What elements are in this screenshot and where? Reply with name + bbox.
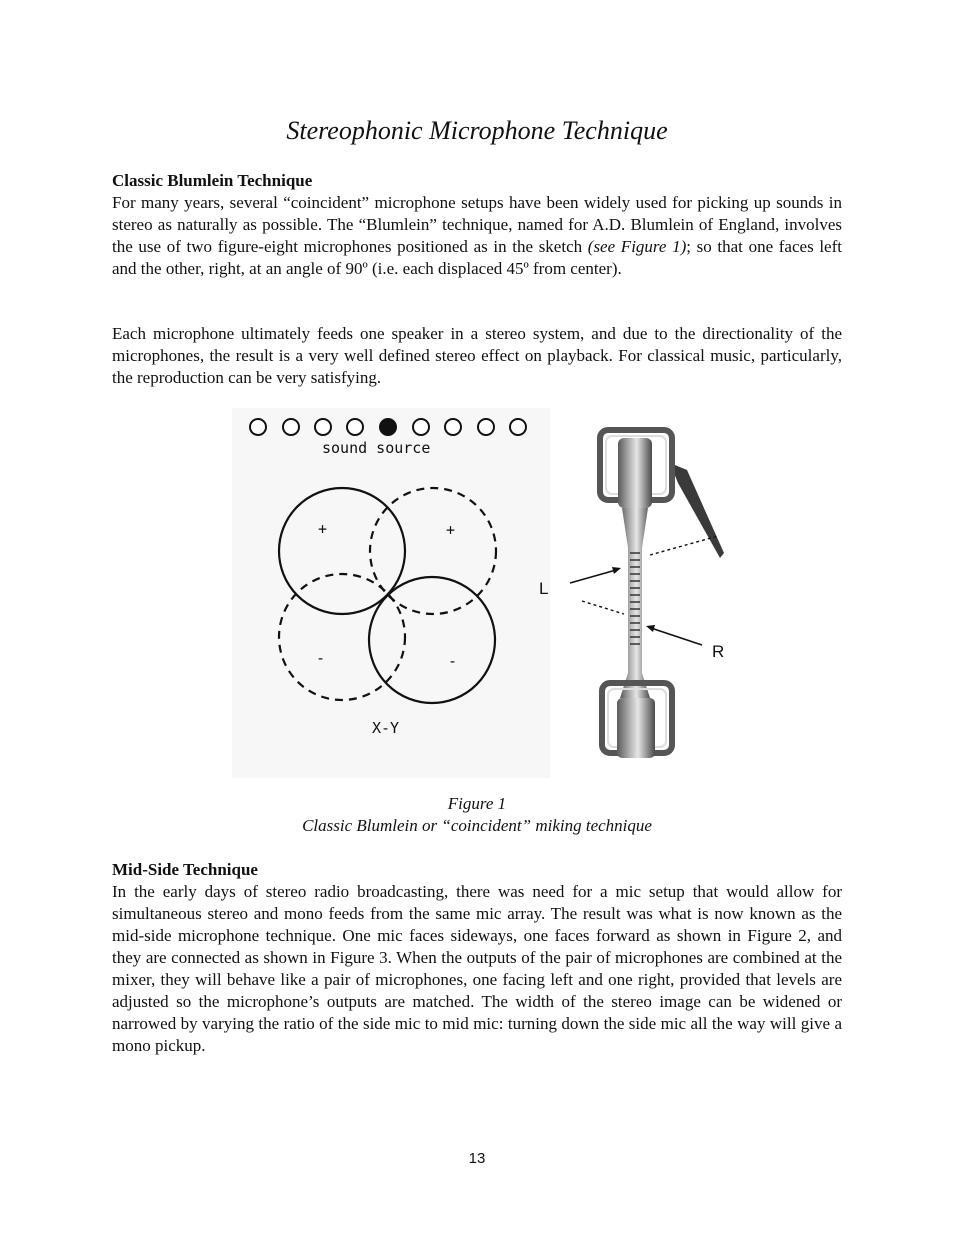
- microphone-body: [620, 508, 650, 698]
- left-pointer-arrowhead: [612, 567, 621, 574]
- plus-sign-right: +: [446, 521, 456, 539]
- blumlein-paragraph-1-text-b: ; so that one faces left and the other, right, at an angle of 90º (i.e. each displaced 45º from center).: [112, 237, 842, 278]
- left-channel-label: L: [539, 579, 549, 598]
- blumlein-paragraph-1: [112, 192, 842, 280]
- page-number: 13: [468, 1150, 486, 1167]
- source-circle: [283, 419, 299, 435]
- source-circle: [413, 419, 429, 435]
- right-pointer-line: [651, 628, 702, 645]
- source-circle: [315, 419, 331, 435]
- blumlein-paragraph-2: Each microphone ultimately feeds one speaker in a stereo system, and due to the directionality of the microphones, the result is a very well defined stereo effect on playback. For classical music, particularly, the reproduction can be very satisfying.: [112, 324, 842, 387]
- right-channel-label: R: [712, 642, 725, 661]
- sound-source-label: sound source: [322, 439, 431, 457]
- lower-base: [617, 698, 655, 758]
- plus-sign-left: +: [318, 520, 328, 538]
- figure-reference: (see Figure 1): [587, 237, 687, 256]
- upper-capsule: [618, 438, 652, 508]
- boom-arm: [670, 463, 724, 558]
- page-title: Stereophonic Microphone Technique: [286, 116, 668, 145]
- figure-1-illustration: [232, 408, 732, 780]
- stereo-microphone-photo: [570, 430, 724, 758]
- dashed-axis-right: [650, 536, 718, 555]
- mid-side-paragraph: In the early days of stereo radio broadcasting, there was need for a mic setup that would allow for simultaneous stereo and mono feeds from the same mic array. The result was what is now known as the mid-side microphone technique. One mic faces sideways, one faces forward as shown in Figure 2, and they are connected as shown in Figure 3. When the outputs of the pair of microphones are combined at the mixer, they will behave like a pair of microphones, one facing left and one right, provided that levels are adjusted so the microphone’s outputs are matched. The width of the stereo image can be widened or narrowed by varying the ratio of the side mic to mid mic: turning down the side mic all the way will give a mono pickup.: [112, 882, 842, 1055]
- source-circle: [445, 419, 461, 435]
- source-circle: [478, 419, 494, 435]
- blumlein-paragraph-1-text-a: For many years, several “coincident” microphone setups have been widely used for picking up sounds in stereo as naturally as possible. The “Blumlein” technique, named for A.D. Blumlein of England, involves the use of two figure-eight microphones positioned as in the sketch: [112, 193, 842, 256]
- section-heading-blumlein: Classic Blumlein Technique: [112, 171, 313, 190]
- left-pointer-line: [570, 570, 616, 583]
- sound-source-array: [250, 419, 526, 435]
- source-circle-active: [380, 419, 396, 435]
- dashed-axis-left: [582, 601, 624, 614]
- source-circle: [250, 419, 266, 435]
- minus-sign-left: -: [316, 649, 326, 667]
- figure-1-caption-label: Figure 1: [447, 794, 507, 813]
- minus-sign-right: -: [448, 652, 458, 670]
- source-circle: [510, 419, 526, 435]
- figure-1-caption-text: Classic Blumlein or “coincident” miking technique: [302, 816, 652, 835]
- xy-label: X-Y: [372, 719, 400, 737]
- source-circle: [347, 419, 363, 435]
- right-pointer-arrowhead: [646, 625, 655, 632]
- section-heading-mid-side: Mid-Side Technique: [112, 860, 258, 879]
